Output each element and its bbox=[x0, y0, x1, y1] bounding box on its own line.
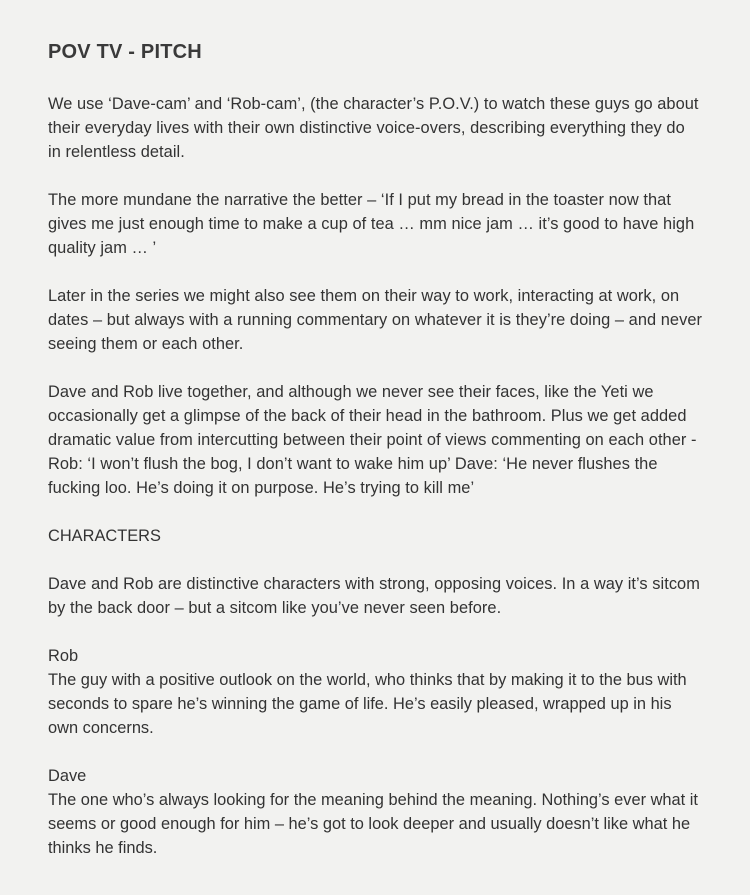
pitch-paragraph-1: We use ‘Dave-cam’ and ‘Rob-cam’, (the character’s P.O.V.) to watch these guys go about their everyday lives with their own distinctive voice-overs, describing everything they do in relentless detail. bbox=[48, 95, 699, 161]
character-description: The one who’s always looking for the meaning behind the meaning. Nothing’s ever what it seems or good enough for him – he’s got to look deeper and usually doesn’t like what he thinks he finds. bbox=[48, 791, 698, 857]
pitch-paragraph-2: The more mundane the narrative the better – ‘If I put my bread in the toaster now that gives me just enough time to make a cup of tea … mm nice jam … it’s good to have high quality jam … ’ bbox=[48, 191, 695, 257]
characters-intro: Dave and Rob are distinctive characters with strong, opposing voices. In a way it’s sitcom by the back door – but a sitcom like you’ve never seen before. bbox=[48, 575, 700, 617]
character-name: Dave bbox=[48, 767, 87, 785]
character-dave bbox=[48, 764, 702, 860]
characters-heading: CHARACTERS bbox=[48, 527, 161, 545]
document-title: POV TV - PITCH bbox=[48, 41, 202, 63]
pitch-paragraph-3: Later in the series we might also see them on their way to work, interacting at work, on dates – but always with a running commentary on whatever it is they’re doing – and never seeing them or each other. bbox=[48, 287, 703, 353]
character-description: The guy with a positive outlook on the world, who thinks that by making it to the bus with seconds to spare he’s winning the game of life. He’s easily pleased, wrapped up in his own concerns. bbox=[48, 671, 687, 737]
pitch-paragraph-4: Dave and Rob live together, and although we never see their faces, like the Yeti we occasionally get a glimpse of the back of their head in the bathroom. Plus we get added dramatic value from intercutting between their point of views commenting on each other - Rob: ‘I won’t flush the bog, I don’t want to wake him up’ Dave: ‘He never flushes the fucking loo. He’s doing it on purpose. He’s trying to kill me’ bbox=[48, 383, 697, 497]
character-name: Rob bbox=[48, 647, 79, 665]
character-rob bbox=[48, 644, 702, 740]
